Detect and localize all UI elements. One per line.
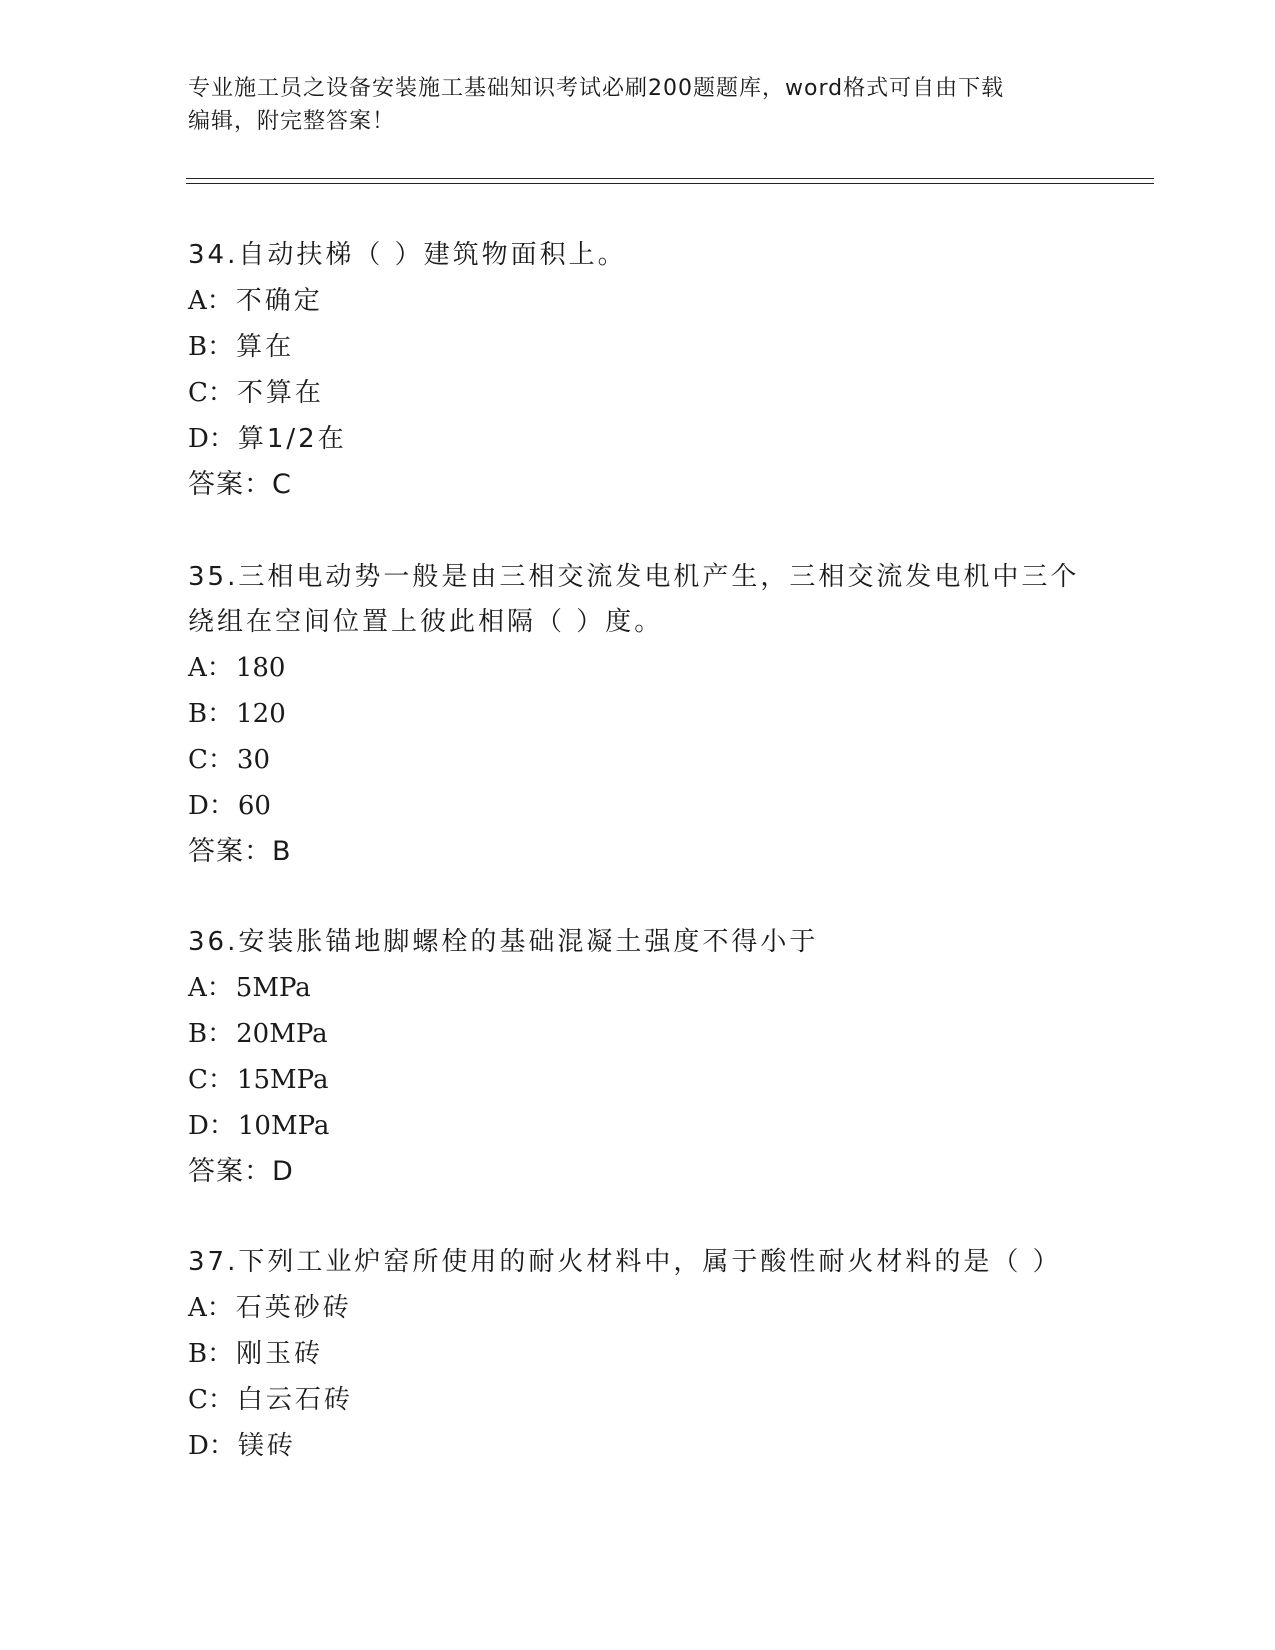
header-divider-top bbox=[186, 178, 1154, 179]
option-b bbox=[188, 1011, 1088, 1057]
option-c bbox=[188, 370, 1088, 416]
option-b bbox=[188, 1331, 1088, 1377]
document-header bbox=[188, 72, 1068, 138]
option-sep: ： bbox=[207, 1065, 237, 1095]
option-d bbox=[188, 416, 1088, 462]
option-d bbox=[188, 1423, 1088, 1469]
option-a bbox=[188, 965, 1088, 1011]
option-text: 刚玉砖 bbox=[236, 1339, 324, 1369]
option-d bbox=[188, 1103, 1088, 1149]
option-text: 180 bbox=[235, 653, 286, 683]
option-text: 5MPa bbox=[235, 973, 311, 1003]
option-sep: ： bbox=[206, 1293, 236, 1323]
option-c bbox=[188, 1377, 1088, 1423]
option-sep: ： bbox=[206, 286, 236, 316]
option-key: B bbox=[188, 1339, 208, 1369]
option-key: D bbox=[188, 791, 209, 821]
option-key: A bbox=[188, 653, 207, 683]
option-text: 不确定 bbox=[235, 286, 323, 316]
option-c bbox=[188, 1057, 1088, 1103]
option-key: B bbox=[188, 332, 208, 362]
option-sep: ： bbox=[207, 1019, 237, 1049]
option-text: 20MPa bbox=[236, 1019, 328, 1049]
option-text: 60 bbox=[237, 791, 271, 821]
option-key: C bbox=[188, 745, 208, 775]
option-sep: ： bbox=[208, 424, 238, 454]
option-d bbox=[188, 783, 1088, 829]
question-34 bbox=[188, 233, 1088, 508]
option-text: 算在 bbox=[236, 332, 295, 362]
option-sep: ： bbox=[206, 973, 236, 1003]
option-text: 10MPa bbox=[237, 1111, 330, 1141]
option-text: 120 bbox=[236, 699, 286, 729]
option-sep: ： bbox=[207, 378, 237, 408]
option-b bbox=[188, 691, 1088, 737]
option-key: D bbox=[188, 1111, 209, 1141]
option-key: D bbox=[188, 1431, 209, 1461]
question-stem-continued: 绕组在空间位置上彼此相隔（ ）度。 bbox=[188, 607, 664, 637]
option-a bbox=[188, 645, 1088, 691]
question-36 bbox=[188, 920, 1088, 1195]
option-a bbox=[188, 278, 1088, 324]
option-key: D bbox=[188, 424, 209, 454]
option-sep: ： bbox=[207, 1339, 237, 1369]
option-key: B bbox=[188, 699, 208, 729]
option-b bbox=[188, 324, 1088, 370]
option-text: 算1/2在 bbox=[237, 424, 347, 454]
header-line-1: 专业施工员之设备安装施工基础知识考试必刷200题题库，word格式可自由下载 bbox=[188, 76, 1005, 101]
option-sep: ： bbox=[207, 332, 237, 362]
option-sep: ： bbox=[207, 745, 237, 775]
option-a bbox=[188, 1285, 1088, 1331]
option-c bbox=[188, 737, 1088, 783]
option-text: 石英砂砖 bbox=[235, 1293, 352, 1323]
option-key: A bbox=[188, 1293, 207, 1323]
option-key: C bbox=[188, 1065, 208, 1095]
option-sep: ： bbox=[208, 1431, 238, 1461]
option-text: 15MPa bbox=[236, 1065, 329, 1095]
answer-line: 答案：B bbox=[188, 836, 292, 867]
question-37 bbox=[188, 1240, 1088, 1469]
question-stem: 34.自动扶梯（ ）建筑物面积上。 bbox=[188, 240, 627, 270]
question-stem: 37.下列工业炉窑所使用的耐火材料中，属于酸性耐火材料的是（ ） bbox=[188, 1247, 1062, 1277]
option-key: B bbox=[188, 1019, 208, 1049]
header-divider-bottom bbox=[186, 183, 1154, 184]
option-sep: ： bbox=[206, 653, 236, 683]
option-key: C bbox=[188, 378, 208, 408]
option-key: C bbox=[188, 1385, 208, 1415]
option-sep: ： bbox=[208, 791, 238, 821]
question-35 bbox=[188, 555, 1088, 875]
option-text: 镁砖 bbox=[237, 1431, 296, 1461]
answer-line: 答案：C bbox=[188, 469, 292, 500]
question-stem: 36.安装胀锚地脚螺栓的基础混凝土强度不得小于 bbox=[188, 927, 819, 957]
option-text: 30 bbox=[236, 745, 271, 775]
option-sep: ： bbox=[208, 1111, 238, 1141]
header-line-2: 编辑，附完整答案！ bbox=[188, 109, 396, 134]
option-sep: ： bbox=[207, 699, 237, 729]
option-text: 白云石砖 bbox=[236, 1385, 353, 1415]
question-stem: 35.三相电动势一般是由三相交流发电机产生，三相交流发电机中三个 bbox=[188, 562, 1080, 592]
answer-line: 答案：D bbox=[188, 1156, 294, 1187]
option-key: A bbox=[188, 286, 207, 316]
option-key: A bbox=[188, 973, 207, 1003]
option-text: 不算在 bbox=[236, 378, 324, 408]
option-sep: ： bbox=[207, 1385, 237, 1415]
